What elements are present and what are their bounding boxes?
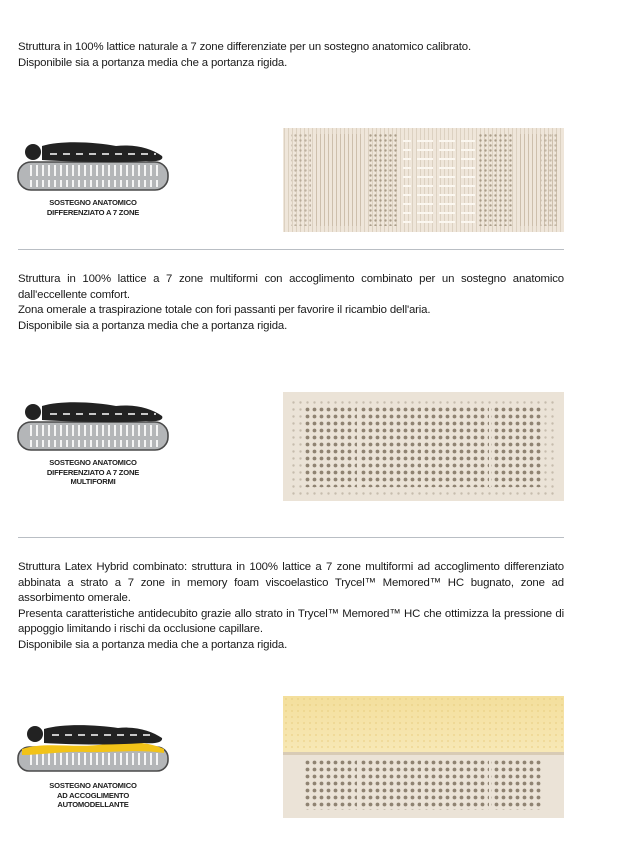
mattress-body-icon — [16, 394, 170, 456]
latex-7-zone-swatch — [283, 128, 564, 232]
section-2-badge-label — [16, 458, 170, 487]
mattress-body-memory-icon — [16, 719, 170, 775]
latex-multiform-swatch — [283, 392, 564, 501]
badge-label-line: SOSTEGNO ANATOMICO — [49, 781, 137, 790]
badge-label-line: AUTOMODELLANTE — [57, 800, 129, 809]
section-3-description — [18, 560, 564, 654]
section-2-paragraph-3: Disponibile sia a portanza media che a portanza rigida. — [18, 319, 288, 332]
section-1-support-badge — [16, 134, 170, 217]
section-2-support-badge — [16, 394, 170, 486]
section-1-description — [18, 40, 564, 71]
section-1-paragraph-2: Disponibile sia a portanza media che a portanza rigida. — [18, 56, 288, 69]
section-2-paragraph-2: Zona omerale a traspirazione totale con fori passanti per favorire il ricambio dell'aria. — [18, 304, 431, 317]
badge-label-line: AD ACCOGLIMENTO — [56, 790, 130, 800]
mattress-body-icon — [16, 134, 170, 196]
section-divider — [18, 249, 564, 250]
badge-label-line: SOSTEGNO ANATOMICO — [49, 198, 137, 207]
section-3-paragraph-2: Presenta caratteristiche antidecubito grazie allo strato in Trycel™ Memored™ HC che ottimizza la pressione di appoggio limitando i rischi da occlusione capillare. — [18, 607, 564, 636]
section-1-paragraph-1: Struttura in 100% lattice naturale a 7 zone differenziate per un sostegno anatomico calibrato. — [18, 41, 471, 53]
section-3-paragraph-1: Struttura Latex Hybrid combinato: struttura in 100% lattice a 7 zone multiformi ad accoglimento differenziato abbinata a strato a 7 zone in memory foam viscoelastico Trycel™ Memored™ HC bugnato, zone ad assorbimento omerale. — [18, 561, 564, 605]
badge-label-line: SOSTEGNO ANATOMICO — [49, 458, 137, 467]
section-3-support-badge — [16, 719, 170, 809]
section-3-paragraph-3: Disponibile sia a portanza media che a portanza rigida. — [18, 638, 288, 651]
section-1-badge-label — [16, 198, 170, 217]
section-divider — [18, 537, 564, 538]
badge-label-line: MULTIFORMI — [70, 477, 116, 486]
section-3-badge-label — [16, 781, 170, 810]
latex-hybrid-swatch — [283, 696, 564, 818]
section-2-description — [18, 272, 564, 334]
badge-label-line: DIFFERENZIATO A 7 ZONE — [46, 207, 140, 217]
badge-label-line: DIFFERENZIATO A 7 ZONE — [46, 467, 140, 477]
section-2-paragraph-1: Struttura in 100% lattice a 7 zone multiformi con accoglimento combinato per un sostegno anatomico dall'eccellente comfort. — [18, 273, 564, 301]
